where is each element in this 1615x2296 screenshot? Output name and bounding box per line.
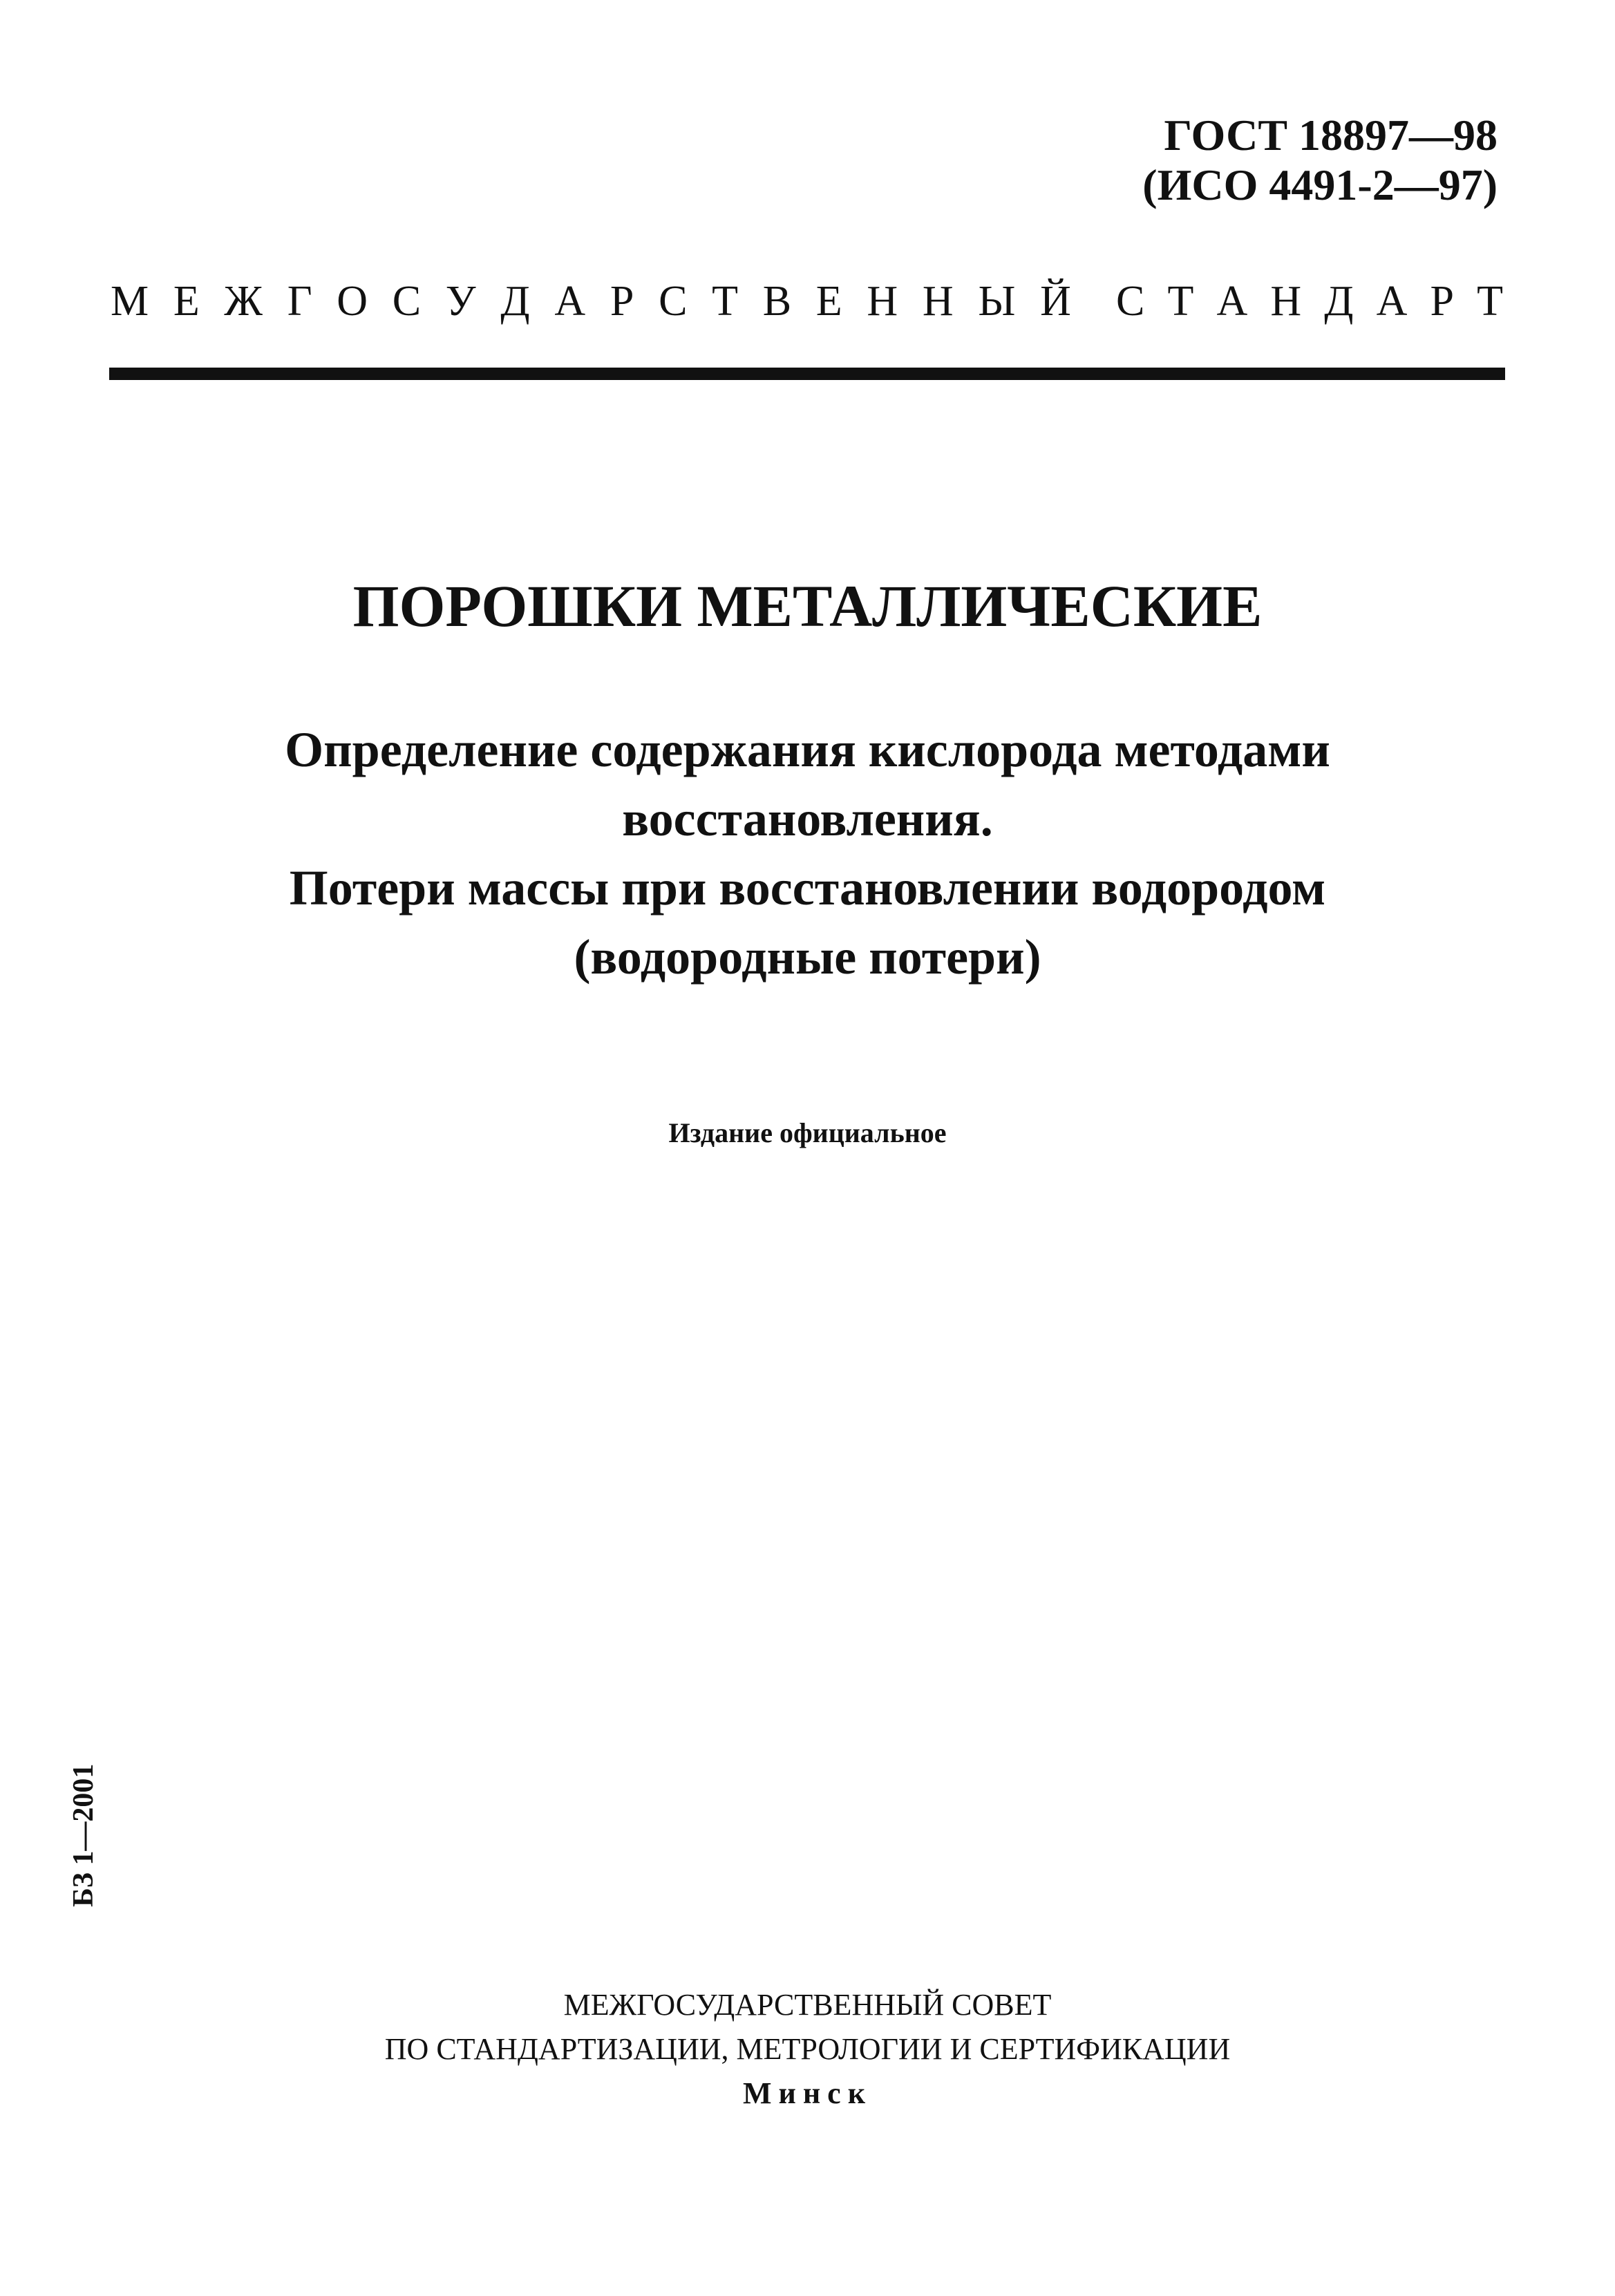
side-code-label: БЗ 1—2001 bbox=[68, 1763, 100, 1907]
subtitle-line: восстановления. bbox=[622, 791, 993, 846]
banner-word-1-letter: Е bbox=[173, 278, 200, 325]
banner-word-interstate bbox=[111, 280, 1071, 323]
banner-word-1-letter: Д bbox=[500, 278, 530, 325]
banner-word-1-letter: У bbox=[445, 278, 476, 325]
document-title: ПОРОШКИ МЕТАЛЛИЧЕСКИЕ bbox=[352, 573, 1263, 639]
banner-word-standard bbox=[1116, 280, 1503, 323]
banner-word-2-letter: Т bbox=[1167, 278, 1194, 325]
subtitle-line: Определение содержания кислорода методами bbox=[285, 722, 1330, 777]
banner-word-1-letter: М bbox=[111, 278, 149, 325]
banner-word-1-letter: Й bbox=[1040, 278, 1071, 325]
banner-word-1-letter: С bbox=[392, 278, 422, 325]
banner-word-2-letter: А bbox=[1376, 278, 1408, 325]
banner-word-1-letter: А bbox=[554, 278, 586, 325]
iso-number: (ИСО 4491-2—97) bbox=[1142, 160, 1498, 209]
gost-number: ГОСТ 18897—98 bbox=[1164, 111, 1498, 160]
standard-designation bbox=[1142, 111, 1498, 209]
banner-word-2-letter: Т bbox=[1477, 278, 1503, 325]
document-subtitle bbox=[0, 715, 1615, 992]
standard-type-banner bbox=[111, 280, 1503, 323]
edition-note: Издание официальное bbox=[668, 1117, 947, 1148]
banner-word-1-letter: С bbox=[659, 278, 688, 325]
banner-word-2-letter: С bbox=[1116, 278, 1145, 325]
publisher-line-2: ПО СТАНДАРТИЗАЦИИ, МЕТРОЛОГИИ И СЕРТИФИКАЦИИ bbox=[384, 2032, 1231, 2066]
banner-word-1-letter: Т bbox=[712, 278, 738, 325]
banner-word-1-letter: О bbox=[337, 278, 368, 325]
banner-word-2-letter: А bbox=[1216, 278, 1248, 325]
banner-word-1-letter: Ж bbox=[224, 278, 263, 325]
publisher-block bbox=[0, 1983, 1615, 2116]
publisher-line-1: МЕЖГОСУДАРСТВЕННЫЙ СОВЕТ bbox=[563, 1988, 1052, 2022]
publisher-city: Минск bbox=[742, 2076, 873, 2110]
banner-word-1-letter: В bbox=[762, 278, 792, 325]
banner-word-2-letter: Д bbox=[1324, 278, 1354, 325]
banner-word-1-letter: Ы bbox=[978, 278, 1016, 325]
banner-word-2-letter: Р bbox=[1430, 278, 1455, 325]
banner-word-1-letter: Н bbox=[922, 278, 954, 325]
header-rule-divider bbox=[109, 368, 1505, 380]
banner-word-1-letter: Г bbox=[287, 278, 312, 325]
banner-word-1-letter: Р bbox=[610, 278, 634, 325]
subtitle-line: (водородные потери) bbox=[574, 929, 1041, 985]
subtitle-line: Потери массы при восстановлении водородом bbox=[289, 860, 1326, 915]
banner-word-1-letter: Н bbox=[867, 278, 898, 325]
banner-word-2-letter: Н bbox=[1270, 278, 1302, 325]
banner-word-1-letter: Е bbox=[815, 278, 842, 325]
